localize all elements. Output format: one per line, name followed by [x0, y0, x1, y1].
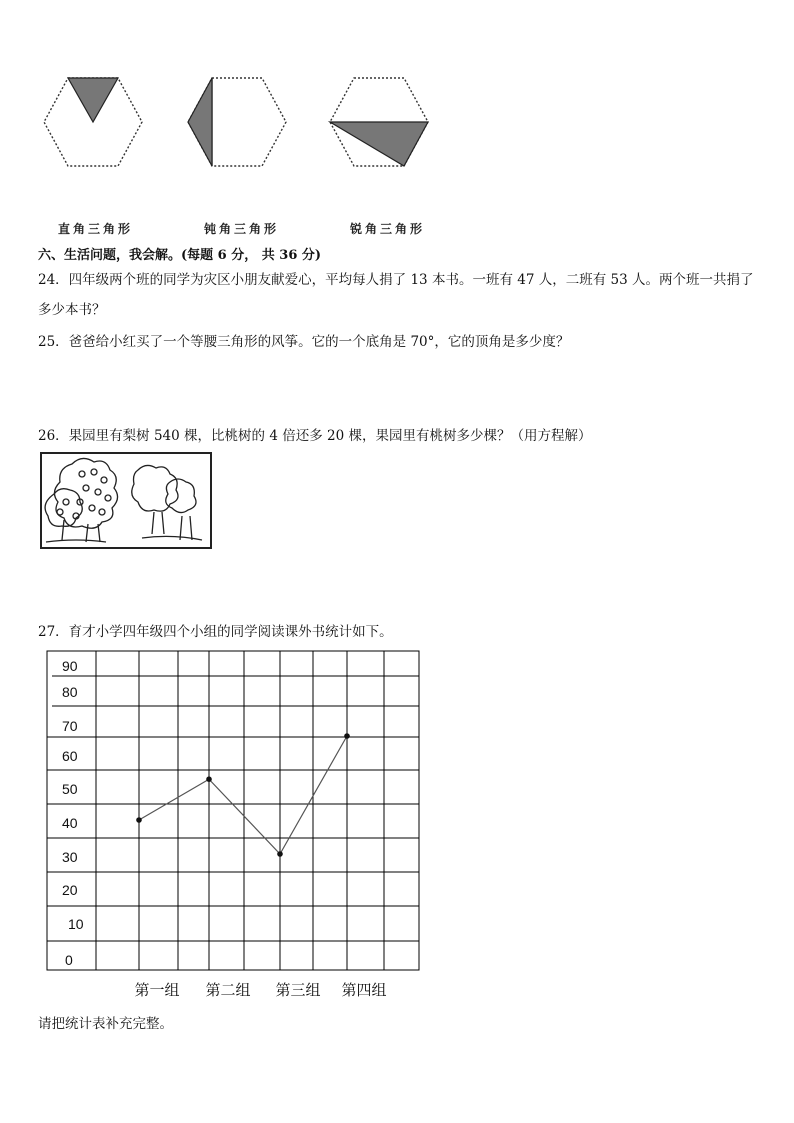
- chart-frame: [47, 651, 419, 970]
- x-tick-label: 第二组: [205, 981, 251, 999]
- orchard-illustration: [40, 452, 212, 549]
- data-point: [344, 733, 350, 739]
- question-26: 26．果园里有梨树 540 棵，比桃树的 4 倍还多 20 棵，果园里有桃树多少棵？（用方程解）: [38, 428, 592, 444]
- y-tick-label: 60: [62, 748, 78, 764]
- hexagon-figure-right: [40, 74, 146, 170]
- caption-right-triangle: 直角三角形: [58, 222, 134, 236]
- x-tick-labels: [134, 981, 386, 999]
- series-polyline: [139, 736, 347, 854]
- shaded-triangle: [330, 122, 428, 166]
- data-point: [206, 776, 212, 782]
- shaded-triangle: [68, 78, 118, 122]
- question-24-line-2: 多少本书？: [38, 302, 106, 318]
- question-27: 27．育才小学四年级四个小组的同学阅读课外书统计如下。: [38, 624, 393, 640]
- x-tick-label: 第四组: [341, 981, 387, 999]
- x-tick-label: 第一组: [134, 981, 180, 999]
- y-tick-label: 30: [62, 849, 78, 865]
- data-point: [136, 817, 142, 823]
- y-tick-label: 80: [62, 684, 78, 700]
- data-point: [277, 851, 283, 857]
- question-25: 25．爸爸给小红买了一个等腰三角形的风筝。它的一个底角是 70°，它的顶角是多少度？: [38, 334, 570, 350]
- hexagon-figure-obtuse: [184, 74, 290, 170]
- y-tick-label: 50: [62, 781, 78, 797]
- y-tick-label: 10: [68, 916, 84, 932]
- shaded-triangle: [188, 78, 212, 166]
- y-tick-label: 0: [65, 952, 73, 968]
- caption-obtuse-triangle: 钝角三角形: [204, 222, 280, 236]
- x-tick-label: 第三组: [275, 981, 321, 999]
- chart-grid: [47, 651, 419, 970]
- question-24-line-1: 24．四年级两个班的同学为灾区小朋友献爱心，平均每人捐了 13 本书。一班有 47 人，二班有 53 人。两个班一共捐了: [38, 272, 754, 288]
- caption-acute-triangle: 锐角三角形: [350, 222, 426, 236]
- question-24: [38, 268, 768, 322]
- y-tick-label: 20: [62, 882, 78, 898]
- y-tick-labels: [62, 658, 84, 968]
- hexagon-figure-acute: [326, 74, 432, 170]
- series-line: [136, 733, 350, 857]
- section-title: 六、生活问题，我会解。(每题 6 分， 共 36 分): [38, 248, 322, 263]
- footer-note: 请把统计表补充完整。: [38, 1016, 173, 1032]
- y-tick-label: 90: [62, 658, 78, 674]
- y-tick-label: 70: [62, 718, 78, 734]
- y-tick-label: 40: [62, 815, 78, 831]
